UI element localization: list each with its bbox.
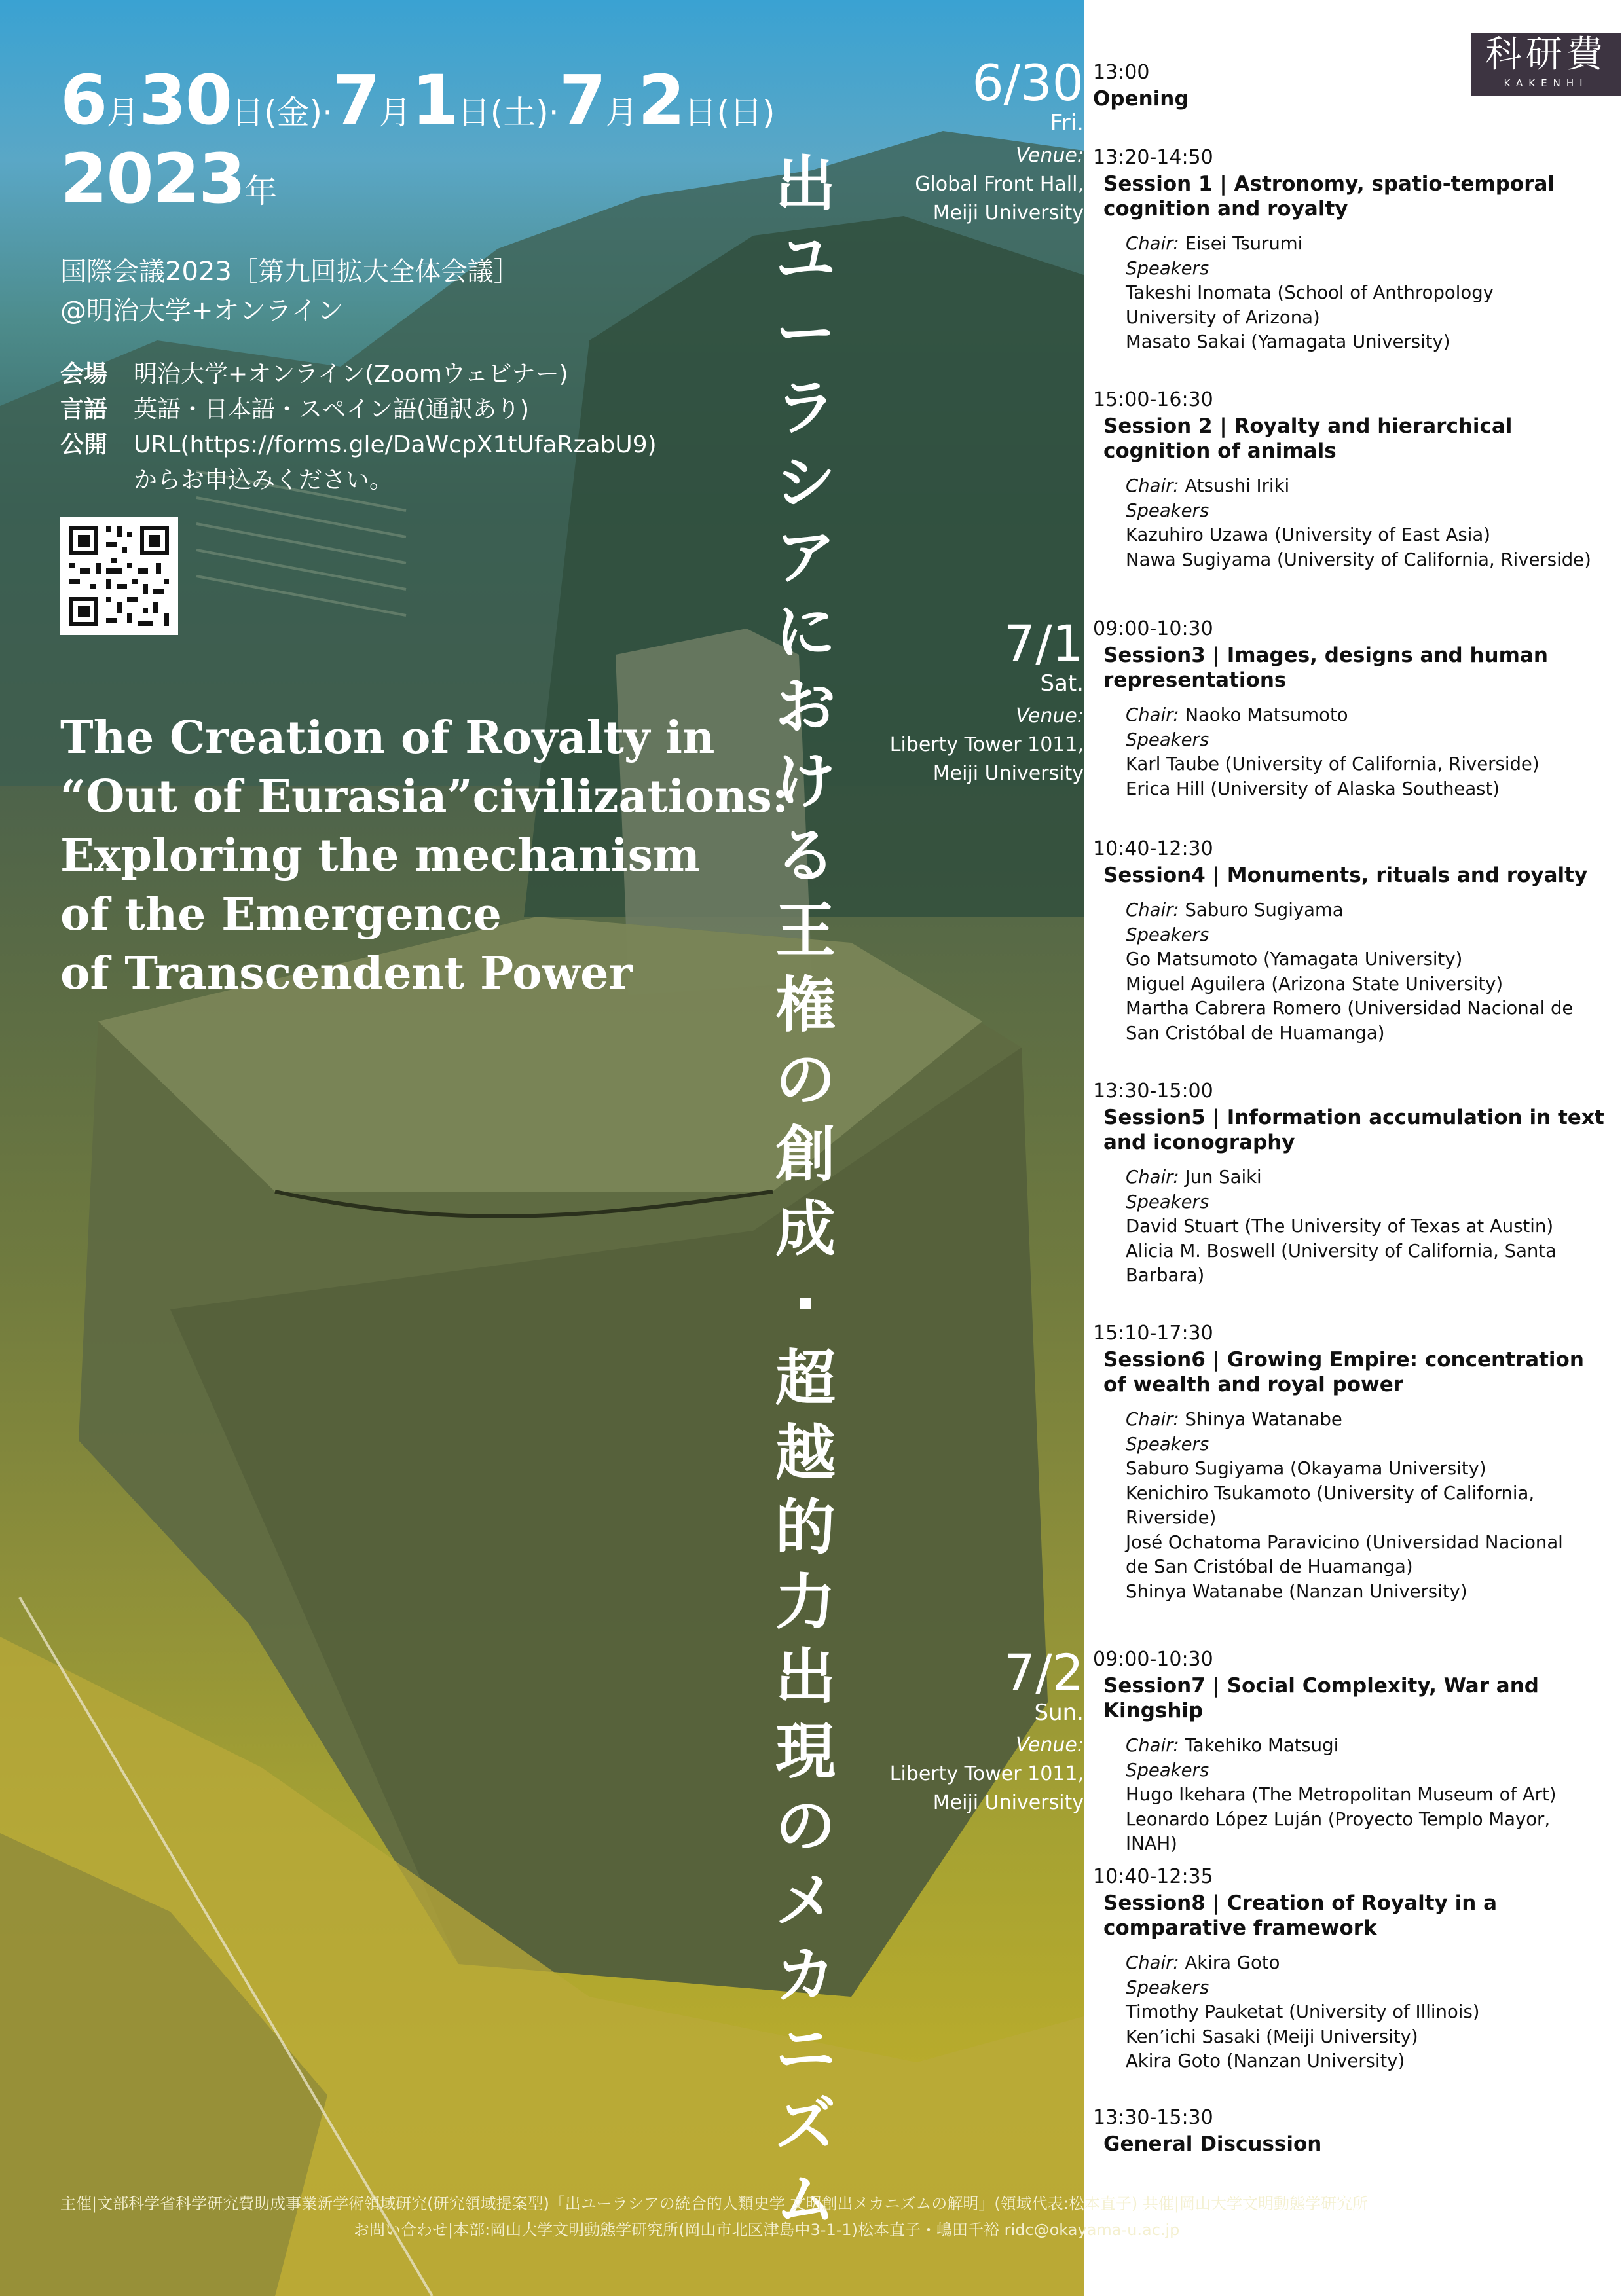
slot-title: Opening xyxy=(1093,87,1189,111)
slot-people xyxy=(1093,898,1610,1046)
slot-title: Session7 | Social Complexity, War and Kingship xyxy=(1103,1674,1539,1722)
slot-title: Session3 | Images, designs and human representations xyxy=(1103,644,1548,692)
info-row xyxy=(60,428,781,463)
speaker: INAH) xyxy=(1126,1833,1177,1854)
speaker: Karl Taube (University of California, Riverside) xyxy=(1126,754,1540,774)
venue-line: Global Front Hall, xyxy=(915,173,1084,196)
day-marker-2 xyxy=(848,614,1084,788)
year-number: 2023 xyxy=(60,139,245,219)
title-char: ム xyxy=(775,2164,836,2234)
date-month: 7 xyxy=(333,60,379,140)
title-char: の xyxy=(775,1045,836,1115)
date-day: 1 xyxy=(411,60,458,140)
chair-name: Saburo Sugiyama xyxy=(1185,900,1344,920)
slot-people xyxy=(1093,232,1610,355)
slot-title: Session5 | Information accumulation in text and iconography xyxy=(1103,1106,1604,1154)
venue-line: Liberty Tower 1011, xyxy=(889,1762,1084,1785)
chair-name: Atsushi Iriki xyxy=(1185,475,1290,496)
speaker: Hugo Ikehara (The Metropolitan Museum of Art) xyxy=(1126,1784,1557,1805)
info-key xyxy=(60,463,134,498)
speaker: Alicia M. Boswell (University of California, Santa xyxy=(1126,1240,1557,1262)
year-unit: 年 xyxy=(244,172,278,210)
date-unit: 日(土) xyxy=(457,94,549,132)
title-char: お xyxy=(775,672,836,742)
speakers-label: Speakers xyxy=(1126,729,1209,750)
speaker: Ken’ichi Sasaki (Meiji University) xyxy=(1126,2026,1418,2047)
title-char: に xyxy=(775,597,836,667)
info-value: 英語・日本語・スペイン語(通訳あり) xyxy=(134,396,530,423)
date-month: 6 xyxy=(60,60,107,140)
day-date: 6/30 xyxy=(972,54,1084,112)
registration-url[interactable]: URL(https://forms.gle/DaWcpX1tUfaRzabU9) xyxy=(134,431,657,458)
title-char: ユ xyxy=(775,224,836,294)
title-char: 現 xyxy=(775,1717,836,1787)
schedule xyxy=(1084,0,1624,2296)
slot-time: 15:10-17:30 xyxy=(1093,1322,1213,1345)
chair-label: Chair: xyxy=(1126,704,1179,725)
schedule-slot-session-5 xyxy=(1093,1078,1610,1288)
conference-name xyxy=(60,252,650,331)
speaker: Leonardo López Luján (Proyecto Templo Mayor, xyxy=(1126,1808,1551,1830)
title-char: 出 xyxy=(775,149,836,219)
chair-label: Chair: xyxy=(1126,475,1179,496)
slot-time: 09:00-10:30 xyxy=(1093,617,1213,640)
slot-time: 09:00-10:30 xyxy=(1093,1648,1213,1671)
date-unit: 日(金) xyxy=(231,94,323,132)
slot-title: Session6 | Growing Empire: concentration of wealth and royal power xyxy=(1103,1348,1584,1396)
info-value: 明治大学+オンライン(Zoomウェビナー) xyxy=(134,361,568,388)
venue-label: Venue: xyxy=(1016,144,1084,167)
schedule-slot-general-discussion xyxy=(1093,2104,1610,2157)
english-title xyxy=(60,708,794,1003)
slot-time: 15:00-16:30 xyxy=(1093,388,1213,411)
title-line: of the Emergence xyxy=(60,888,502,941)
slot-people xyxy=(1093,1951,1610,2074)
speaker: Barbara) xyxy=(1126,1265,1205,1286)
schedule-slot-session-7 xyxy=(1093,1646,1610,1857)
footer-contact: お問い合わせ|本部:岡山大学文明動態学研究所(岡山市北区津島中3-1-1)松本直子・嶋田千裕 ridc@okayama-u.ac.jp xyxy=(354,2221,1180,2239)
day-weekday: Fri. xyxy=(1050,110,1084,136)
event-info xyxy=(60,357,781,498)
title-char: ラ xyxy=(775,373,836,443)
event-dates xyxy=(60,60,775,139)
conference-line: @明治大学+オンライン xyxy=(60,296,344,326)
speakers-label: Speakers xyxy=(1126,500,1209,521)
title-char: 権 xyxy=(775,970,836,1040)
title-char: 超 xyxy=(775,1343,836,1413)
schedule-slot-session-8 xyxy=(1093,1863,1610,2074)
date-unit: 月 xyxy=(378,94,412,132)
slot-time: 13:20-14:50 xyxy=(1093,146,1213,169)
info-row xyxy=(60,357,781,392)
info-key: 会場 xyxy=(60,361,108,388)
chair-label: Chair: xyxy=(1126,1952,1179,1973)
speaker: José Ochatoma Paravicino (Universidad Nacional xyxy=(1126,1531,1563,1553)
date-separator: · xyxy=(322,94,333,132)
speaker: Riverside) xyxy=(1126,1507,1217,1528)
slot-time: 13:00 xyxy=(1093,61,1150,84)
title-char: 的 xyxy=(775,1493,836,1563)
title-char: の xyxy=(775,1791,836,1861)
chair-name: Akira Goto xyxy=(1185,1952,1280,1973)
title-char: 力 xyxy=(775,1567,836,1637)
footer-organizers: 主催|文部科学省科学研究費助成事業新学術領域研究(研究領域提案型)「出ユーラシアの統合的人類史学 文明創出メカニズムの解明」(領域代表:松本直子) 共催|岡山大学文明動態学研究所 xyxy=(60,2195,1368,2213)
chair-label: Chair: xyxy=(1126,233,1179,254)
date-unit: 日(日) xyxy=(684,94,775,132)
speaker: Nawa Sugiyama (University of California, Riverside) xyxy=(1126,549,1591,570)
title-char: ニ xyxy=(775,2015,836,2085)
speaker: de San Cristóbal de Huamanga) xyxy=(1126,1556,1413,1577)
speakers-label: Speakers xyxy=(1126,1433,1209,1455)
title-line: of Transcendent Power xyxy=(60,947,633,1000)
chair-label: Chair: xyxy=(1126,1735,1179,1756)
qr-code-icon xyxy=(60,517,178,635)
venue-line: Meiji University xyxy=(932,202,1084,225)
day-date: 7/2 xyxy=(1003,1643,1084,1702)
footer xyxy=(60,2191,1586,2243)
speaker: Kazuhiro Uzawa (University of East Asia) xyxy=(1126,524,1490,545)
date-month: 7 xyxy=(559,60,606,140)
title-line: The Creation of Royalty in xyxy=(60,712,715,764)
title-char: 出 xyxy=(775,1642,836,1712)
speaker: Timothy Pauketat (University of Illinois) xyxy=(1126,2001,1480,2022)
day-weekday: Sun. xyxy=(1034,1700,1084,1726)
logo-latin: KAKENHI xyxy=(1504,77,1589,89)
title-line: “Out of Eurasia”civilizations: xyxy=(60,771,788,823)
title-char: 成 xyxy=(775,1194,836,1264)
speaker: University of Arizona) xyxy=(1126,306,1320,328)
title-char: 越 xyxy=(775,1418,836,1488)
schedule-slot-session-4 xyxy=(1093,835,1610,1046)
title-char: け xyxy=(775,746,836,816)
schedule-slot-session-6 xyxy=(1093,1320,1610,1604)
title-char: ー xyxy=(775,299,836,369)
schedule-slot-session-1 xyxy=(1093,144,1610,355)
chair-name: Shinya Watanabe xyxy=(1185,1409,1342,1430)
conference-line: 国際会議2023［第九回拡大全体会議］ xyxy=(60,257,520,287)
venue-line: Liberty Tower 1011, xyxy=(889,733,1084,756)
kakenhi-logo xyxy=(1471,33,1621,96)
day-marker-1 xyxy=(848,56,1084,228)
speaker: Saburo Sugiyama (Okayama University) xyxy=(1126,1458,1486,1479)
slot-time: 10:40-12:35 xyxy=(1093,1865,1213,1888)
venue-line: Meiji University xyxy=(932,762,1084,785)
title-char: 創 xyxy=(775,1120,836,1190)
speaker: Akira Goto (Nanzan University) xyxy=(1126,2050,1405,2071)
speaker: Martha Cabrera Romero (Universidad Nacional de xyxy=(1126,998,1574,1019)
title-char: 王 xyxy=(775,896,836,966)
speaker: Shinya Watanabe (Nanzan University) xyxy=(1126,1580,1467,1602)
speaker: Masato Sakai (Yamagata University) xyxy=(1126,331,1450,352)
title-char: カ xyxy=(775,1941,836,2011)
date-separator: · xyxy=(548,94,559,132)
title-char: る xyxy=(775,821,836,891)
slot-people xyxy=(1093,703,1610,801)
title-char: ア xyxy=(775,522,836,592)
chair-name: Jun Saiki xyxy=(1185,1167,1262,1188)
date-unit: 月 xyxy=(605,94,638,132)
slot-people xyxy=(1093,1734,1610,1857)
title-char: シ xyxy=(775,448,836,518)
title-line: Exploring the mechanism xyxy=(60,829,700,882)
chair-label: Chair: xyxy=(1126,1409,1179,1430)
info-row xyxy=(60,392,781,428)
speaker: Takeshi Inomata (School of Anthropology xyxy=(1126,282,1494,303)
speaker: Go Matsumoto (Yamagata University) xyxy=(1126,949,1463,970)
venue-line: Meiji University xyxy=(932,1791,1084,1814)
japanese-title xyxy=(766,147,845,2237)
chair-label: Chair: xyxy=(1126,900,1179,920)
day-marker-3 xyxy=(848,1643,1084,1817)
slot-time: 10:40-12:30 xyxy=(1093,837,1213,860)
chair-name: Eisei Tsurumi xyxy=(1185,233,1303,254)
date-day: 30 xyxy=(139,60,232,140)
day-weekday: Sat. xyxy=(1040,670,1084,697)
speakers-label: Speakers xyxy=(1126,924,1209,945)
qr-code[interactable] xyxy=(60,517,178,635)
info-row xyxy=(60,463,781,498)
slot-title: General Discussion xyxy=(1103,2132,1322,2156)
slot-title: Session 1 | Astronomy, spatio-temporal cognition and royalty xyxy=(1103,172,1555,221)
event-year xyxy=(60,139,277,219)
title-char: メ xyxy=(775,1866,836,1936)
speaker: Erica Hill (University of Alaska Southeast) xyxy=(1126,778,1500,799)
title-char: ズ xyxy=(775,2090,836,2160)
chair-name: Takehiko Matsugi xyxy=(1185,1735,1339,1756)
slot-title: Session 2 | Royalty and hierarchical cognition of animals xyxy=(1103,414,1513,463)
speaker: Kenichiro Tsukamoto (University of California, xyxy=(1126,1482,1535,1504)
info-key: 公開 xyxy=(60,431,108,458)
speaker: San Cristóbal de Huamanga) xyxy=(1126,1022,1385,1044)
date-day: 2 xyxy=(638,60,684,140)
slot-title: Session8 | Creation of Royalty in a comparative framework xyxy=(1103,1891,1498,1940)
slot-people xyxy=(1093,1408,1610,1604)
speakers-label: Speakers xyxy=(1126,1759,1209,1781)
slot-people xyxy=(1093,1165,1610,1288)
speakers-label: Speakers xyxy=(1126,1977,1209,1998)
venue-label: Venue: xyxy=(1016,704,1084,727)
schedule-slot-session-2 xyxy=(1093,386,1610,572)
logo-kanji: 科研費 xyxy=(1485,33,1607,76)
slot-title: Session4 | Monuments, rituals and royalty xyxy=(1103,864,1588,887)
speakers-label: Speakers xyxy=(1126,1191,1209,1212)
schedule-slot-session-3 xyxy=(1093,615,1610,801)
chair-name: Naoko Matsumoto xyxy=(1185,704,1348,725)
info-value: からお申込みください。 xyxy=(134,467,394,494)
day-date: 7/1 xyxy=(1003,614,1084,672)
speakers-label: Speakers xyxy=(1126,257,1209,279)
speaker: Miguel Aguilera (Arizona State University) xyxy=(1126,973,1504,994)
date-unit: 月 xyxy=(106,94,139,132)
speaker: David Stuart (The University of Texas at Austin) xyxy=(1126,1216,1554,1237)
slot-time: 13:30-15:30 xyxy=(1093,2106,1213,2129)
info-key: 言語 xyxy=(60,396,108,423)
slot-time: 13:30-15:00 xyxy=(1093,1080,1213,1102)
slot-people xyxy=(1093,474,1610,572)
venue-label: Venue: xyxy=(1016,1734,1084,1757)
title-char: · xyxy=(794,1269,817,1339)
chair-label: Chair: xyxy=(1126,1167,1179,1188)
